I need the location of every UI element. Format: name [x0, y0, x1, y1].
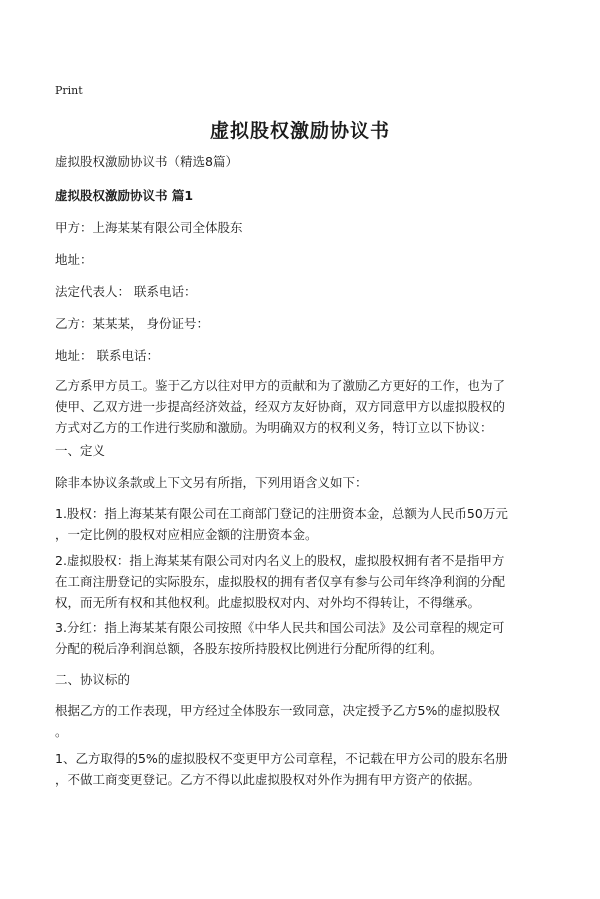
definition-line: 2.虚拟股权：指上海某某有限公司对内名义上的股权，虚拟股权拥有者不是指甲方: [55, 553, 505, 568]
party-b-line: 乙方：某某某， 身份证号：: [55, 316, 209, 331]
document-subtitle: 虚拟股权激励协议书（精选8篇）: [55, 154, 238, 169]
definition-line: 3.分红：指上海某某有限公司按照《中华人民共和国公司法》及公司章程的规定可: [55, 620, 505, 635]
definition-line: ，一定比例的股权对应相应金额的注册资本金。: [55, 527, 318, 542]
intro-paragraph: [55, 375, 550, 438]
definition-line: 在工商注册登记的实际股东，虚拟股权的拥有者仅享有参与公司年终净利润的分配: [55, 574, 506, 589]
section-2-line: 根据乙方的工作表现，甲方经过全体股东一致同意，决定授予乙方5%的虚拟股权: [55, 703, 500, 718]
section-heading: 虚拟股权激励协议书 篇1: [55, 188, 194, 203]
intro-line: 使甲、乙双方进一步提高经济效益，经双方友好协商，双方同意甲方以虚拟股权的: [55, 399, 506, 414]
section-2-title: 二、协议标的: [55, 672, 131, 687]
definition-equity: [55, 503, 550, 545]
section-1-lead: 除非本协议条款或上下文另有所指，下列用语含义如下：: [55, 475, 368, 490]
print-label: Print: [55, 84, 83, 97]
party-b-address-line: 地址： 联系电话：: [55, 348, 159, 363]
clause-1: [55, 748, 550, 790]
definition-virtual-equity: [55, 550, 550, 613]
party-a-line: 甲方：上海某某有限公司全体股东: [55, 220, 243, 235]
section-1-title: 一、定义: [55, 443, 106, 458]
definition-line: 分配的税后净利润总额，各股东按所持股权比例进行分配所得的红利。: [55, 641, 443, 656]
document-title: 虚拟股权激励协议书: [209, 120, 390, 142]
definition-dividend: [55, 617, 550, 659]
clause-line: ，不做工商变更登记。乙方不得以此虚拟股权对外作为拥有甲方资产的依据。: [55, 772, 481, 787]
intro-line: 乙方系甲方员工。鉴于乙方以往对甲方的贡献和为了激励乙方更好的工作，也为了: [55, 378, 506, 393]
definition-line: 权，而无所有权和其他权利。此虚拟股权对内、对外均不得转让，不得继承。: [55, 595, 481, 610]
legal-representative-line: 法定代表人： 联系电话：: [55, 284, 197, 299]
clause-line: 1、乙方取得的5%的虚拟股权不变更甲方公司章程，不记载在甲方公司的股东名册: [55, 751, 508, 766]
section-2-body: [55, 700, 550, 742]
party-a-address-line: 地址：: [55, 252, 93, 267]
intro-line: 方式对乙方的工作进行奖励和激励。为明确双方的权利义务，特订立以下协议：: [55, 420, 493, 435]
definition-line: 1.股权：指上海某某有限公司在工商部门登记的注册资本金，总额为人民币50万元: [55, 506, 508, 521]
section-2-line: 。: [55, 724, 68, 739]
